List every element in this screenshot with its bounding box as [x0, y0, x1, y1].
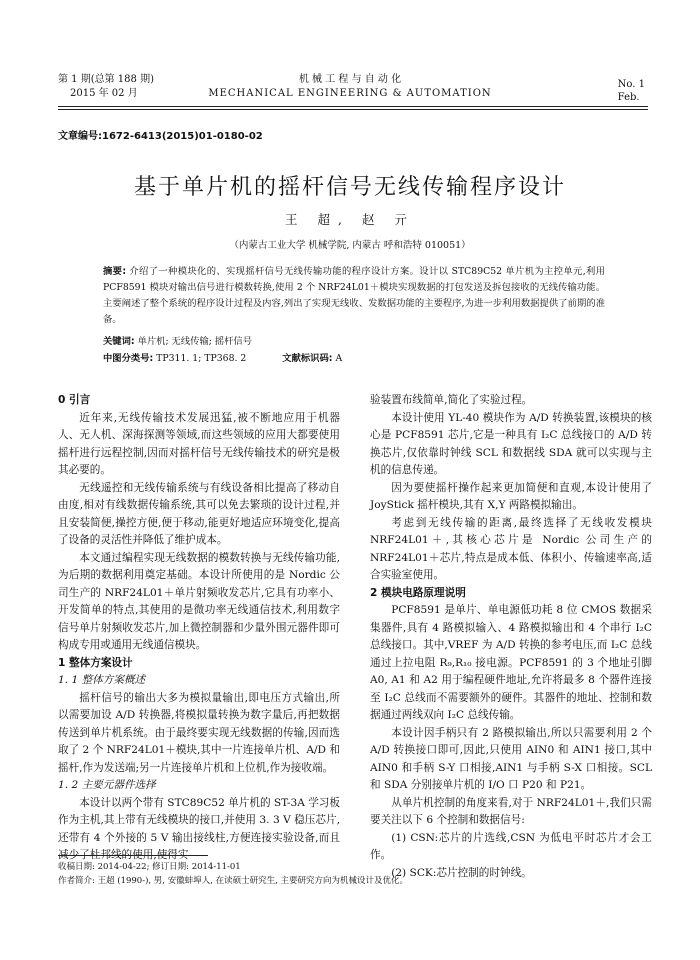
paragraph: 本设计以两个带有 STC89C52 单片机的 ST-3A 学习板作为主机,其上带有无线模块的接口,并使用 3. 3 V 稳压芯片,还带有 4 个外接的 5 V 输出接线柱,方便连接实验设备,而且减少了杜邦线的使用,使得实	[58, 796, 340, 861]
keywords-label: 关键词:	[103, 336, 135, 347]
affiliation: （内蒙古工业大学 机械学院, 内蒙古 呼和浩特 010051）	[229, 240, 471, 251]
issue-date: 2015 年 02 月	[70, 88, 138, 99]
journal-name-cn: 机 械 工 程 与 自 动 化	[298, 74, 402, 85]
subsection-heading-components: 1. 2 主要元器件选择	[58, 779, 156, 791]
issue-month: Feb.	[617, 92, 640, 103]
subsection-heading-overview: 1. 1 整体方案概述	[58, 674, 146, 686]
issue-info-en	[618, 78, 645, 104]
section-heading-design: 1 整体方案设计	[58, 656, 133, 669]
issue-no: No. 1	[617, 79, 645, 90]
article-number: 文章编号:1672-6413(2015)01-0180-02	[58, 131, 263, 142]
paragraph: PCF8591 是单片、单电源低功耗 8 位 CMOS 数据采集器件,具有 4 路模拟输入、4 路模拟输出和 4 个串行 I₂C 总线接口。其中,VREF 为 A/D 转换的参考电压,而 I₂C 总线通过上拉电阻 R₉,R₁₀ 接电源。PCF8591 的 3 个地址引脚 A0, A1 和 A2 用于编程硬件地址,允许将最多 8 个器件连接至 I₂C 总线而不需要额外的硬件。其器件的地址、控制和数据通过两线双向 I₂C 总线传输。	[370, 604, 652, 721]
paragraph: 本文通过编程实现无线数据的模数转换与无线传输功能,为后期的数据利用奠定基础。本设计所使用的是 Nordic 公司生产的 NRF24L01＋单片射频收发芯片,它具有功率小、开发简单的特点,其使用的是微功率无线通信技术,利用数字信号单片射频收发芯片,加上微控制器和少量外围元器件即可构成专用或通用无线通信模块。	[58, 551, 340, 651]
header-rule-bottom	[58, 109, 648, 110]
footnote	[58, 860, 408, 888]
paragraph: 摇杆信号的输出大多为模拟量输出,即电压方式输出,所以需要加设 A/D 转换器,将模拟量转换为数字量后,再把数据传送到单片机系统。由于最终要实现无线数据的传输,因而选取了 2 个 NRF24L01＋模块,其中一片连接单片机、A/D 和 摇杆,作为发送端;另一片连接单片机和上位机,作为接收端。	[58, 691, 340, 774]
journal-name	[0, 73, 700, 101]
doc-code-label: 文献标识码:	[282, 353, 333, 364]
footnote-rule	[58, 855, 208, 856]
paragraph: (2) SCK:芯片控制的时钟线。	[391, 866, 532, 879]
paragraph: 考虑到无线传输的距离,最终选择了无线收发模块 NRF24L01＋,其核心芯片是 Nordic 公司生产的 NRF24L01＋芯片,特点是成本低、体积小、传输速率高,适合实验室使用。	[370, 516, 652, 581]
class-number: TP311. 1; TP368. 2	[156, 353, 247, 364]
authors: 王 超, 赵 亓	[285, 212, 415, 227]
keywords-text: 单片机; 无线传输; 摇杆信号	[137, 336, 253, 347]
paragraph: 近年来,无线传输技术发展迅猛,被不断地应用于机器人、无人机、深海探测等领域,而这些领域的应用大都要使用摇杆进行远程控制,因而对摇杆信号无线传输技术的研究是极其必要的。	[58, 411, 340, 476]
paragraph: 从单片机控制的角度来看,对于 NRF24L01＋,我们只需要关注以下 6 个控制和数据信号:	[370, 796, 652, 826]
paragraph: 本设计因手柄只有 2 路模拟输出,所以只需要利用 2 个 A/D 转换接口即可,因此,只使用 AIN0 和 AIN1 接口,其中 AIN0 和手柄 S-Y 口相接,AIN1 与手柄 S-X 口相接。SCL 和 SDA 分别接单片机的 I/O 口 P20 和 P21。	[370, 726, 652, 791]
section-heading-intro: 0 引言	[58, 394, 91, 406]
classification	[103, 350, 342, 364]
abstract-label: 摘要:	[103, 266, 127, 277]
received-dates: 收稿日期: 2014-04-22; 修订日期: 2014-11-01	[58, 862, 241, 872]
right-column	[370, 392, 652, 882]
paragraph: 本设计使用 YL-40 模块作为 A/D 转换装置,该模块的核心是 PCF8591 芯片,它是一种具有 I₂C 总线接口的 A/D 转换芯片,仅依靠时钟线 SCL 和数据线 SDA 就可以实现与主机的信息传递。	[370, 411, 652, 476]
journal-name-en: MECHANICAL ENGINEERING & AUTOMATION	[208, 88, 492, 99]
paragraph: 验装置布线简单,简化了实验过程。	[370, 394, 533, 406]
left-column	[58, 392, 340, 865]
keywords	[103, 333, 252, 347]
paragraph: 因为要使摇杆操作起来更加简便和直观,本设计使用了 JoyStick 摇杆模块,其有 X,Y 两路模拟输出。	[370, 481, 652, 511]
abstract	[103, 264, 605, 328]
paper-title: 基于单片机的摇杆信号无线传输程序设计	[133, 175, 566, 200]
author-bio: 作者简介: 王超 (1990-), 男, 安徽蚌埠人, 在读硕士研究生, 主要研究方向为机械设计及优化。	[58, 876, 409, 886]
section-heading-circuit: 2 模块电路原理说明	[370, 586, 466, 599]
paragraph: 无线遥控和无线传输系统与有线设备相比提高了移动自由度,相对有线数据传输系统,其可以免去繁琐的设计过程,并且安装简便,操控方便,便于移动,能更好地适应环境变化,提高了设备的灵活性并降低了维护成本。	[58, 481, 340, 546]
issue-number: 第 1 期(总第 188 期)	[58, 74, 154, 85]
abstract-text: 介绍了一种模块化的、实现摇杆信号无线传输功能的程序设计方案。设计以 STC89C52 单片机为主控单元,利用 PCF8591 模块对输出信号进行模数转换,使用 2 个 NRF24L01＋模块实现数据的打包发送及拆包接收的无线传输功能。主要阐述了整个系统的程序设计过程及内容,列出了实现无线收、发数据功能的主要程序,为进一步利用数据提供了前期的准备。	[103, 266, 605, 325]
header-rule-top	[58, 106, 648, 107]
doc-code: A	[335, 353, 343, 364]
class-label: 中图分类号:	[103, 353, 154, 364]
paragraph: (1) CSN:芯片的片选线,CSN 为低电平时芯片才会工作。	[370, 831, 652, 861]
